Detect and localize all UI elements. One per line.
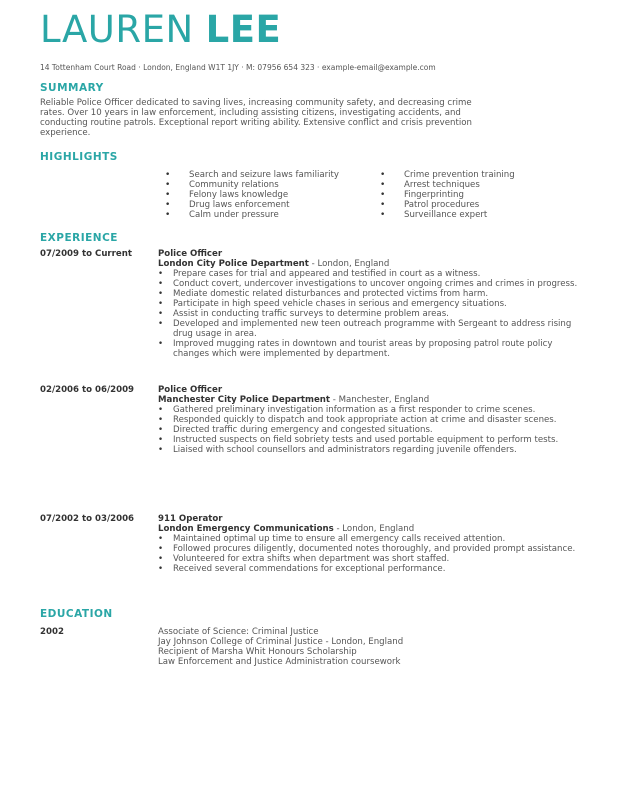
job-bullet: • Volunteered for extra shifts when department was short staffed.	[158, 554, 588, 564]
job-bullet: • Mediate domestic related disturbances and protected victims from harm.	[158, 289, 588, 299]
job-dates: 07/2002 to 03/2006	[40, 514, 135, 524]
job-bullet: • Assist in conducting traffic surveys to determine problem areas.	[158, 309, 588, 319]
employer: London City Police Department	[158, 259, 309, 269]
highlight-item: • Calm under pressure	[165, 210, 339, 220]
employer: Manchester City Police Department	[158, 395, 331, 405]
job-bullet: • Improved mugging rates in downtown and tourist areas by proposing patrol route policy changes which were implemented by department.	[158, 339, 588, 359]
education-year: 2002	[40, 627, 64, 637]
job-entry	[158, 514, 588, 574]
highlight-item: • Surveillance expert	[380, 210, 515, 220]
job-bullet: • Directed traffic during emergency and congested situations.	[158, 425, 588, 435]
job-org	[158, 524, 588, 534]
highlight-item: • Patrol procedures	[380, 200, 515, 210]
highlight-item: • Crime prevention training	[380, 170, 515, 180]
job-title: 911 Operator	[158, 514, 223, 524]
contact-line: 14 Tottenham Court Road · London, England W1T 1JY · M: 07956 654 323 · example-email@example.com	[40, 63, 436, 72]
highlight-item: • Fingerprinting	[380, 190, 515, 200]
job-org	[158, 395, 588, 405]
job-bullet: • Liaised with school counsellors and administrators regarding juvenile offenders.	[158, 445, 588, 455]
job-bullet: • Developed and implemented new teen outreach programme with Sergeant to address rising drug usage in area.	[158, 319, 588, 339]
coursework: Law Enforcement and Justice Administration coursework	[158, 657, 401, 667]
job-location: - Manchester, England	[330, 395, 430, 405]
education-details	[158, 627, 403, 667]
first-name: LAUREN	[40, 8, 194, 51]
highlights-heading: HIGHLIGHTS	[40, 151, 118, 163]
job-entry	[158, 249, 588, 359]
highlight-item: • Search and seizure laws familiarity	[165, 170, 339, 180]
job-entry	[158, 385, 588, 455]
degree: Associate of Science: Criminal Justice	[158, 627, 319, 637]
job-bullet: • Conduct covert, undercover investigations to uncover ongoing crimes and crimes in progress.	[158, 279, 588, 289]
summary-heading: SUMMARY	[40, 82, 104, 94]
job-bullet: • Participate in high speed vehicle chases in serious and emergency situations.	[158, 299, 588, 309]
employer: London Emergency Communications	[158, 524, 334, 534]
job-bullet: • Gathered preliminary investigation information as a first responder to crime scenes.	[158, 405, 588, 415]
job-title: Police Officer	[158, 249, 223, 259]
job-bullets	[158, 269, 588, 359]
highlight-item: • Community relations	[165, 180, 339, 190]
job-bullet: • Instructed suspects on field sobriety tests and used portable equipment to perform tests.	[158, 435, 588, 445]
summary-line: Reliable Police Officer dedicated to saving lives, increasing community safety, and decreasing crime	[40, 98, 472, 108]
summary-line: conducting routine patrols. Exceptional report writing ability. Extensive conflict and crisis prevention	[40, 118, 472, 128]
job-bullet: • Responded quickly to dispatch and took appropriate action at crime and disaster scenes.	[158, 415, 588, 425]
summary-line: rates. Over 10 years in law enforcement, including assisting citizens, investigating accidents, and	[40, 108, 461, 118]
job-location: - London, England	[333, 524, 415, 534]
job-bullets	[158, 534, 588, 574]
summary-text	[40, 98, 585, 138]
job-bullet: • Followed procures diligently, documented notes thoroughly, and provided prompt assistance.	[158, 544, 588, 554]
highlights-right-list	[380, 170, 515, 220]
job-bullet: • Maintained optimal up time to ensure all emergency calls received attention.	[158, 534, 588, 544]
highlight-item: • Arrest techniques	[380, 180, 515, 190]
job-org	[158, 259, 588, 269]
highlights-left-list	[165, 170, 339, 220]
job-bullets	[158, 405, 588, 455]
highlight-item: • Drug laws enforcement	[165, 200, 339, 210]
job-location: - London, England	[308, 259, 390, 269]
education-heading: EDUCATION	[40, 608, 113, 620]
highlight-item: • Felony laws knowledge	[165, 190, 339, 200]
summary-line: experience.	[40, 128, 91, 138]
job-dates: 02/2006 to 06/2009	[40, 385, 135, 395]
school: Jay Johnson College of Criminal Justice - London, England	[158, 637, 404, 647]
experience-heading: EXPERIENCE	[40, 232, 118, 244]
honour: Recipient of Marsha Whit Honours Scholarship	[158, 647, 357, 657]
job-title: Police Officer	[158, 385, 223, 395]
job-dates: 07/2009 to Current	[40, 249, 132, 259]
last-name: LEE	[205, 8, 282, 51]
candidate-name	[40, 8, 281, 51]
job-bullet: • Received several commendations for exceptional performance.	[158, 564, 588, 574]
job-bullet: • Prepare cases for trial and appeared and testified in court as a witness.	[158, 269, 588, 279]
